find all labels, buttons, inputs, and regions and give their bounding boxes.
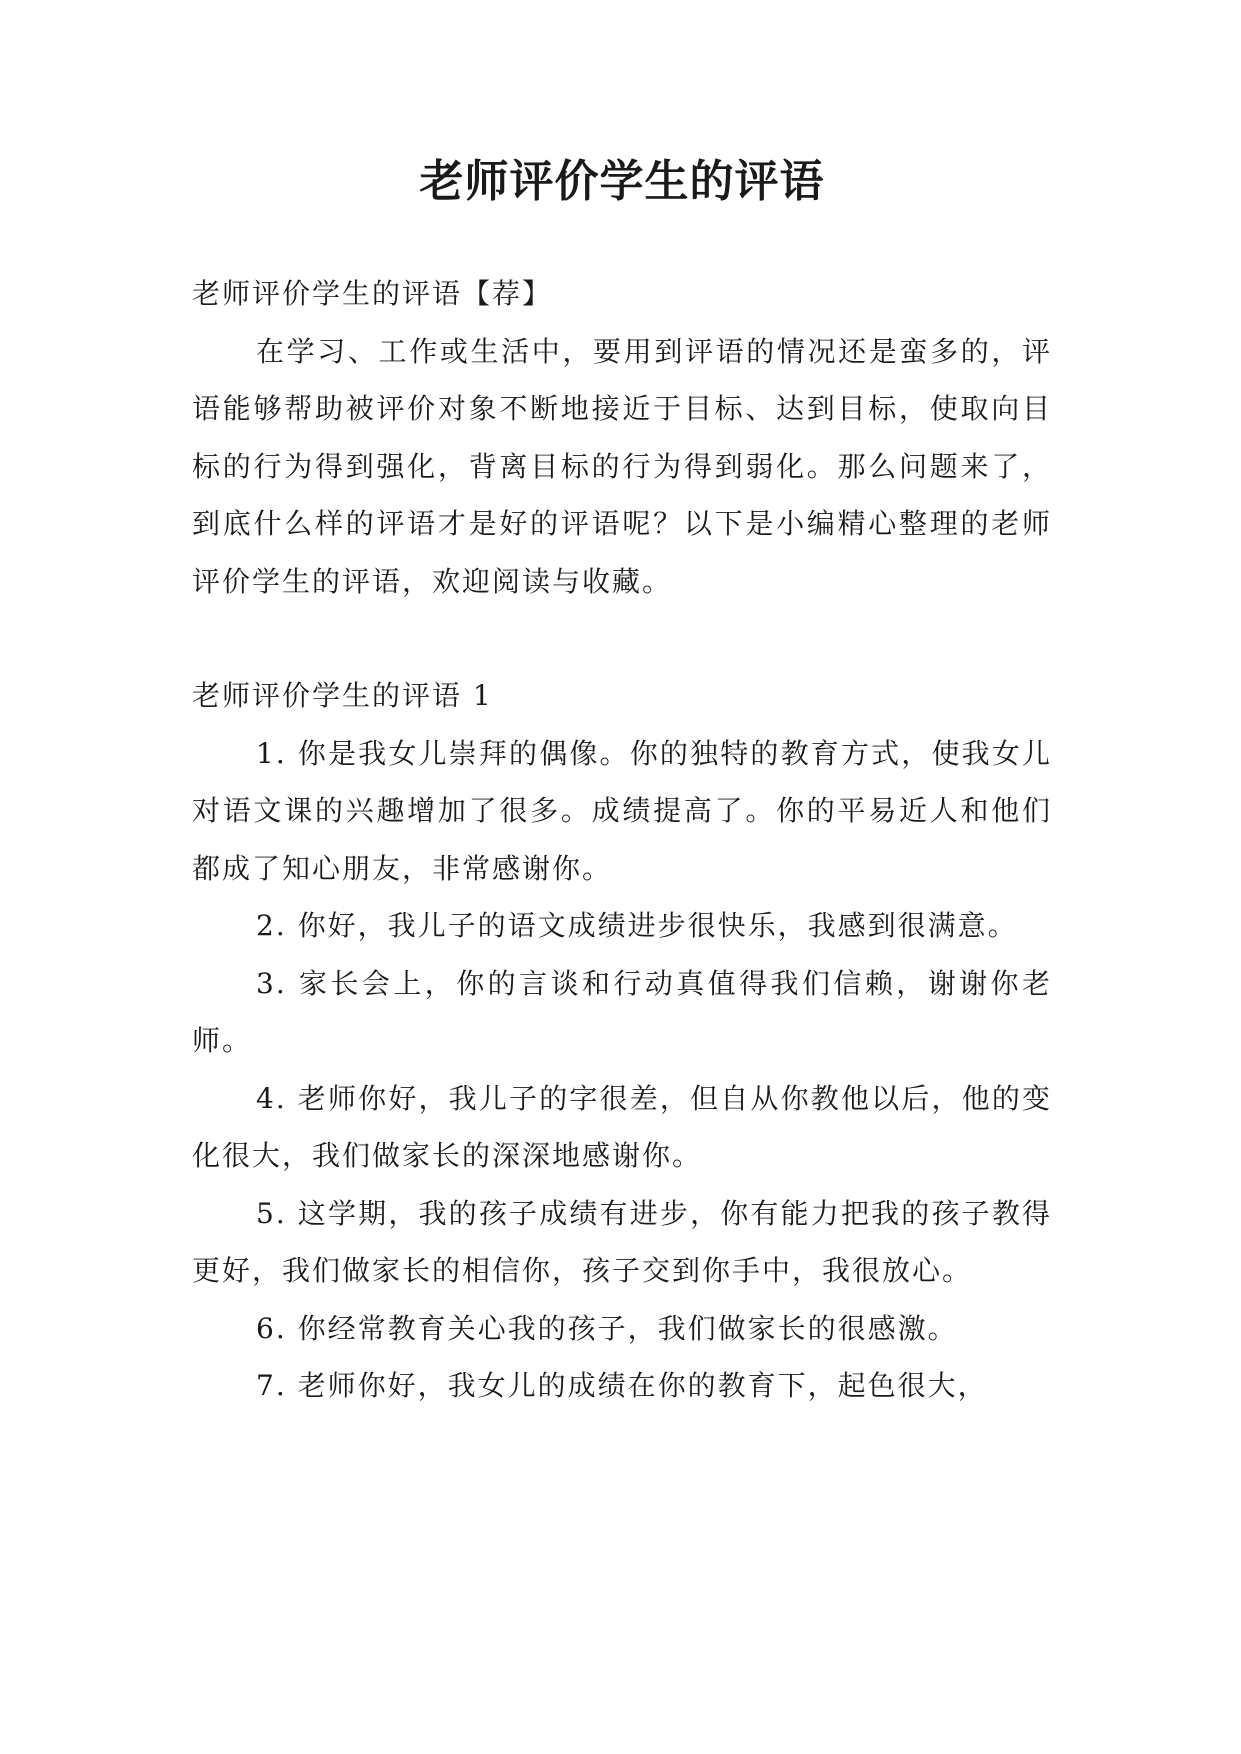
- list-item: 2. 你好，我儿子的语文成绩进步很快乐，我感到很满意。: [256, 909, 1018, 942]
- section-heading: 老师评价学生的评语 1: [192, 679, 493, 712]
- list-item: 7. 老师你好，我女儿的成绩在你的教育下，起色很大，: [256, 1369, 988, 1402]
- document-body: [192, 265, 1052, 1415]
- list-item: 3. 家长会上，你的言谈和行动真值得我们信赖，谢谢你老师。: [192, 966, 1052, 1057]
- document-title: 老师评价学生的评语: [419, 156, 825, 207]
- list-item: 4. 老师你好，我儿子的字很差，但自从你教他以后，他的变化很大，我们做家长的深深地感谢你。: [192, 1081, 1052, 1172]
- intro-paragraph: 在学习、工作或生活中，要用到评语的情况还是蛮多的，评语能够帮助被评价对象不断地接近于目标、达到目标，使取向目标的行为得到强化，背离目标的行为得到弱化。那么问题来了，到底什么样的评语才是好的评语呢？以下是小编精心整理的老师评价学生的评语，欢迎阅读与收藏。: [192, 334, 1052, 598]
- list-item: 1. 你是我女儿崇拜的偶像。你的独特的教育方式，使我女儿对语文课的兴趣增加了很多。成绩提高了。你的平易近人和他们都成了知心朋友，非常感谢你。: [192, 736, 1052, 885]
- document-subtitle: 老师评价学生的评语【荐】: [192, 277, 553, 310]
- list-item: 5. 这学期，我的孩子成绩有进步，你有能力把我的孩子教得更好，我们做家长的相信你，孩子交到你手中，我很放心。: [192, 1196, 1052, 1287]
- section-spacer: [192, 610, 1052, 667]
- list-item: 6. 你经常教育关心我的孩子，我们做家长的很感激。: [256, 1311, 958, 1345]
